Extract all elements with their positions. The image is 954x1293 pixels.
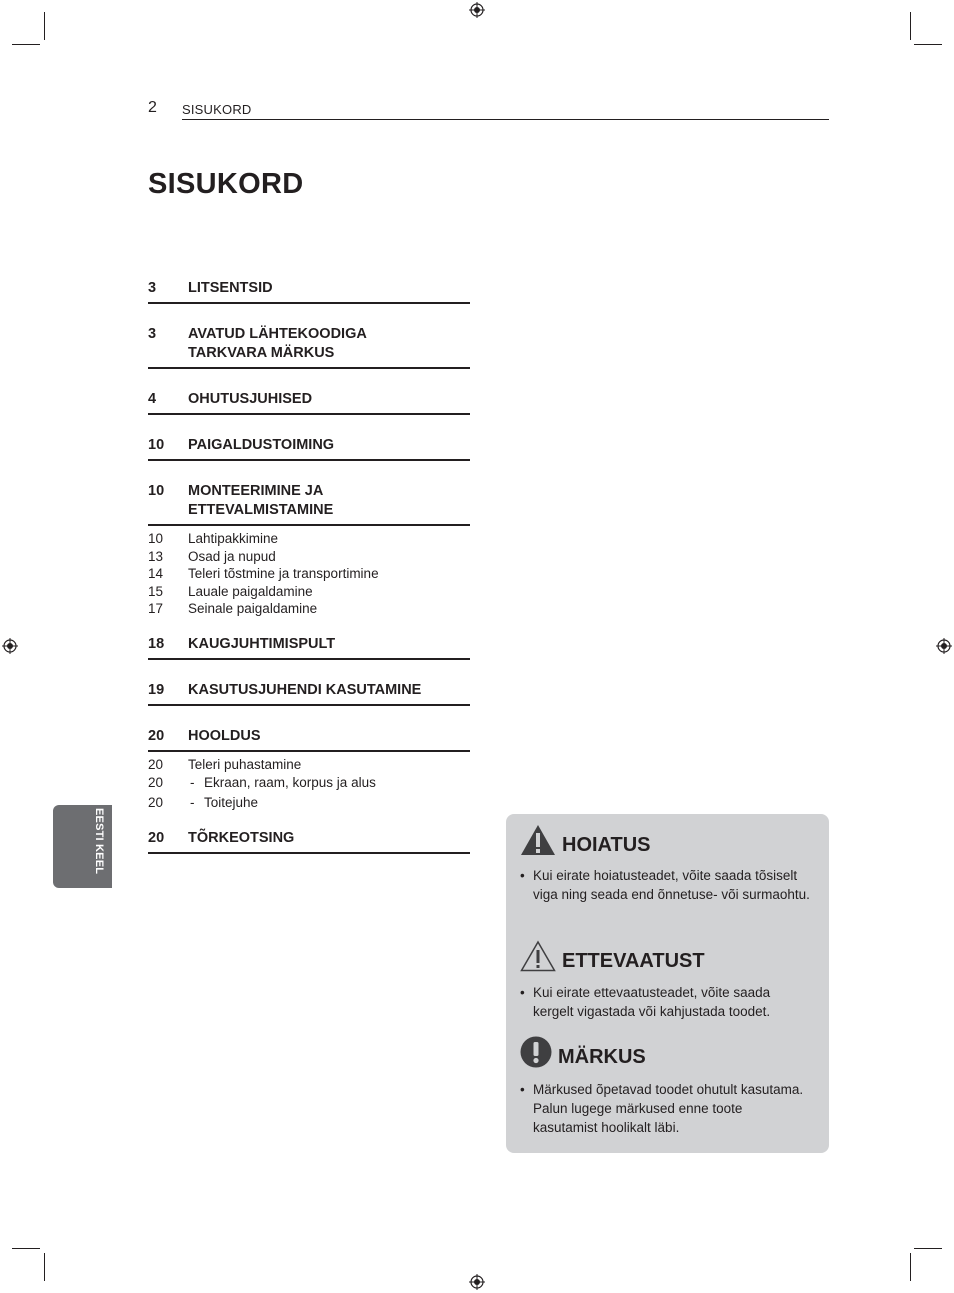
- toc-section-label: MONTEERIMINE JA ETTEVALMISTAMINE: [188, 483, 334, 518]
- warning-title: HOIATUS: [562, 834, 651, 856]
- toc-section-label: OHUTUSJUHISED: [188, 391, 313, 407]
- toc-subsection-list: [148, 752, 470, 813]
- notice-box: [506, 814, 829, 1153]
- toc-subsection: [148, 600, 470, 618]
- toc-section: [148, 436, 470, 461]
- toc-subsection-label: Toitejuhe: [204, 794, 259, 810]
- toc-section-label: PAIGALDUSTOIMING: [188, 437, 335, 453]
- toc-subsection-list: [148, 526, 470, 618]
- toc-page-number: 14: [148, 566, 164, 581]
- toc-section-heading: [148, 279, 470, 304]
- registration-mark-icon: [469, 2, 485, 18]
- bullet: •: [520, 1082, 525, 1097]
- toc-page-number: 3: [148, 280, 157, 296]
- toc-page-number: 18: [148, 635, 165, 652]
- toc-subsection-label: Ekraan, raam, korpus ja alus: [204, 775, 376, 790]
- toc-subsection: [148, 773, 470, 793]
- toc-section: [148, 681, 470, 706]
- toc-section-label: HOOLDUS: [188, 727, 261, 744]
- toc-section-heading: [148, 681, 470, 706]
- caution-heading: [520, 940, 705, 972]
- toc-page-number: 13: [148, 548, 164, 564]
- registration-mark-icon: [936, 638, 952, 654]
- crop-mark: [914, 1248, 942, 1249]
- toc-subsection-label: Teleri tõstmine ja transportimine: [188, 566, 379, 581]
- running-header: SISUKORD: [182, 102, 252, 117]
- warning-icon: [520, 824, 556, 856]
- toc-section: [148, 727, 470, 813]
- toc-section: [148, 829, 470, 854]
- caution-text-body: Kui eirate ettevaatusteadet, võite saada kergelt vigastada või kahjustada toodet.: [533, 985, 771, 1019]
- toc-page-number: 15: [148, 583, 164, 599]
- toc-section-heading: [148, 325, 470, 369]
- bullet: •: [520, 985, 525, 1000]
- toc-section-label: KASUTUSJUHENDI KASUTAMINE: [188, 681, 422, 698]
- toc-dash: -: [190, 775, 195, 790]
- toc-section: [148, 279, 470, 304]
- toc-page-number: 20: [148, 794, 164, 810]
- toc-page-number: 20: [148, 775, 164, 790]
- toc-page-number: 4: [148, 391, 157, 407]
- crop-mark: [44, 1253, 45, 1281]
- warning-text-body: Kui eirate hoiatusteadet, võite saada tõsiselt viga ning seada end õnnetuse- või surmaohtu.: [533, 868, 810, 902]
- toc-subsection-label: Osad ja nupud: [188, 548, 276, 564]
- toc-section-heading: [148, 635, 470, 660]
- note-text-body: Märkused õpetavad toodet ohutult kasutama. Palun lugege märkused enne toote kasutamist hoolikalt läbi.: [533, 1082, 804, 1135]
- note-title: MÄRKUS: [558, 1046, 646, 1068]
- crop-mark: [910, 12, 911, 40]
- toc-subsection-label: Seinale paigaldamine: [188, 601, 318, 616]
- toc-page-number: 3: [148, 326, 157, 342]
- toc-dash: -: [190, 794, 195, 810]
- toc-subsection-label: Teleri puhastamine: [188, 756, 302, 772]
- note-icon: [520, 1036, 552, 1068]
- toc-page-number: 10: [148, 437, 165, 453]
- caution-text: [520, 983, 810, 1021]
- crop-mark: [914, 44, 942, 45]
- toc-section: [148, 325, 470, 369]
- toc-subsection: [148, 548, 470, 566]
- toc-page-number: 20: [148, 756, 164, 772]
- toc-section-label: AVATUD LÄHTEKOODIGA TARKVARA MÄRKUS: [188, 326, 367, 361]
- toc-section-heading: [148, 829, 470, 854]
- toc-section-heading: [148, 727, 470, 752]
- toc-subsection-label: Lahtipakkimine: [188, 531, 279, 546]
- toc-section: [148, 390, 470, 415]
- toc-subsection: [148, 793, 470, 813]
- table-of-contents: [148, 258, 470, 854]
- toc-subsection: [148, 756, 470, 774]
- toc-section-heading: [148, 390, 470, 415]
- toc-section: [148, 635, 470, 660]
- caution-icon: [520, 940, 556, 972]
- registration-mark-icon: [469, 1274, 485, 1290]
- registration-mark-icon: [2, 638, 18, 654]
- toc-page-number: 20: [148, 830, 165, 846]
- toc-section: [148, 482, 470, 618]
- toc-section-label: KAUGJUHTIMISPULT: [188, 635, 336, 652]
- crop-mark: [12, 1248, 40, 1249]
- language-side-tab: [53, 805, 112, 888]
- toc-section-label: LITSENTSID: [188, 280, 273, 296]
- warning-text: [520, 866, 810, 904]
- toc-subsection: [148, 530, 470, 548]
- crop-mark: [44, 12, 45, 40]
- toc-subsection-label: Lauale paigaldamine: [188, 583, 313, 599]
- warning-heading: [520, 824, 651, 856]
- toc-page-number: 10: [148, 531, 164, 546]
- toc-section-heading: [148, 436, 470, 461]
- toc-page-number: 10: [148, 483, 165, 499]
- toc-page-number: 20: [148, 727, 165, 744]
- page-title: SISUKORD: [148, 168, 304, 200]
- caution-title: ETTEVAATUST: [562, 950, 705, 972]
- crop-mark: [12, 44, 40, 45]
- bullet: •: [520, 868, 525, 883]
- note-text: [520, 1080, 810, 1137]
- crop-mark: [910, 1253, 911, 1281]
- language-side-tab-label: EESTI KEEL: [93, 808, 105, 875]
- note-heading: [520, 1036, 646, 1068]
- toc-subsection: [148, 583, 470, 601]
- toc-subsection: [148, 565, 470, 583]
- page-number: 2: [148, 99, 157, 116]
- header-rule: [182, 119, 829, 120]
- toc-page-number: 19: [148, 681, 165, 698]
- toc-section-heading: [148, 482, 470, 526]
- toc-section-label: TÕRKEOTSING: [188, 830, 295, 846]
- toc-page-number: 17: [148, 601, 164, 616]
